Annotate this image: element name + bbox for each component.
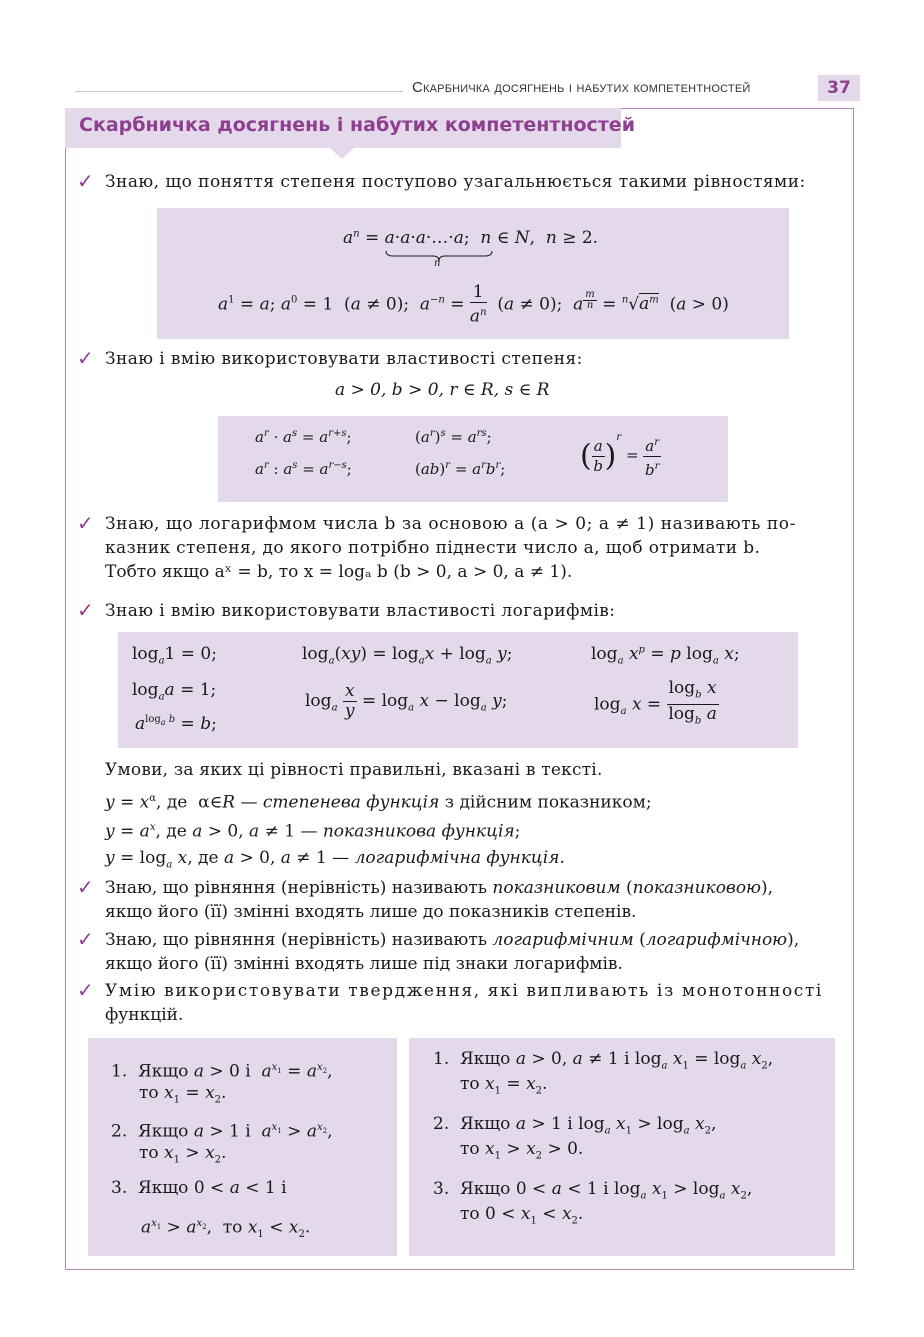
left-item-3: 3. Якщо 0 < a < 1 і	[111, 1178, 287, 1198]
prop-mul: $a^r \cdot a^s = a^{r+s}$;	[255, 428, 352, 446]
powers-props-intro: Знаю і вмію використовувати властивості степеня:	[105, 349, 583, 369]
left-item-1b: то $x_1 = x_2$.	[139, 1083, 227, 1106]
log-change-base: $\log_a x$ = $\frac{\log_b x}{\log_b a}$	[594, 678, 717, 727]
left-item-2: 2. Якщо a > 1 і $a^{x_1} > a^{x_2}$,	[111, 1121, 333, 1142]
prop-frac: ( $\frac{a}{b}$ )$^r$ = $\frac{a^r}{b^r}$	[580, 432, 660, 479]
log-power: $\log_a x^p = p$ $\log_a x$;	[591, 644, 740, 667]
left-item-2b: то $x_1 > x_2$.	[139, 1143, 227, 1166]
log-definition-line1: Знаю, що логарифмом числа b за основою a (a > 0; a ≠ 1) називають по-	[105, 514, 796, 534]
right-item-3: 3. Якщо 0 < a < 1 і $\log_a x_1 > \log_a x_2$,	[433, 1179, 753, 1202]
exp-eq-line1: Знаю, що рівняння (нерівність) називають показниковим (показниковою),	[105, 878, 774, 898]
right-item-2: 2. Якщо a > 1 і $\log_a x_1 > \log_a x_2$,	[433, 1114, 717, 1137]
section-title: Скарбничка досягнень і набутих компетентностей	[79, 114, 636, 136]
func-exp: $y = a^x$, де a > 0, a ≠ 1 — показникова функція;	[105, 821, 521, 842]
log-eq-line1: Знаю, що рівняння (нерівність) називають логарифмічним (логарифмічною),	[105, 930, 800, 950]
right-item-1: 1. Якщо a > 0, a ≠ 1 і $\log_a x_1 = \log_a x_2$,	[433, 1049, 774, 1072]
func-power: $y = x^\alpha$, де α∈R — степенева функція з дійсним показником;	[105, 792, 652, 813]
header-rule	[75, 91, 403, 92]
checkmark-icon: ✓	[77, 875, 94, 899]
running-title: Скарбничка досягнень і набутих компетентностей	[412, 79, 751, 96]
log-quotient: $\log_a$ $\frac{x}{y}$ = $\log_a x - \log_a y$;	[305, 681, 508, 721]
conditions-note: Умови, за яких ці рівності правильні, вказані в тексті.	[105, 760, 603, 780]
right-item-1b: то $x_1 = x_2$.	[460, 1074, 548, 1097]
left-item-1: 1. Якщо a > 0 і $a^{x_1} = a^{x_2}$,	[111, 1061, 333, 1082]
log-one: $\log_a1 = 0$;	[132, 644, 217, 667]
checkmark-icon: ✓	[77, 927, 94, 951]
prop-div: $a^r$ : $a^s = a^{r-s}$;	[255, 460, 352, 478]
powers-condition: a > 0, b > 0, r ∈ R, s ∈ R	[335, 380, 550, 400]
log-definition-line3: Тобто якщо aˣ = b, то x = logₐ b (b > 0, a > 0, a ≠ 1).	[105, 562, 573, 582]
page-number: 37	[818, 75, 860, 101]
checkmark-icon: ✓	[77, 169, 94, 193]
title-pointer	[330, 148, 354, 159]
exp-eq-line2: якщо його (її) змінні входять лише до показників степенів.	[105, 902, 637, 922]
monotonic-line2: функцій.	[105, 1005, 184, 1025]
power-definition-formula: $a^n$ = a·a·a·…·a; n ∈ N, n ≥ 2.	[343, 228, 599, 248]
left-item-3b: $a^{x_1} > a^{x_2}$, то $x_1 < x_2$.	[141, 1217, 311, 1241]
checkmark-icon: ✓	[77, 978, 94, 1002]
checkmark-icon: ✓	[77, 598, 94, 622]
powers-intro: Знаю, що поняття степеня поступово узагальнюється такими рівностями:	[105, 172, 806, 192]
brace-label: n	[434, 258, 441, 269]
checkmark-icon: ✓	[77, 346, 94, 370]
log-base-self: $\log_aa = 1$;	[132, 680, 217, 703]
power-special-cases: $a^1 = a$; $a^0 = 1$ (a ≠ 0); $a^{-n}$ = $\frac{1}{a^n}$ (a ≠ 0); a $^{\frac{m}{n}}$ = $^n√a^m$ (a > 0)	[218, 282, 729, 327]
checkmark-icon: ✓	[77, 511, 94, 535]
monotonic-line1: Умію використовувати твердження, які випливають із монотонності	[105, 981, 823, 1001]
log-eq-line2: якщо його (її) змінні входять лише під знаки логарифмів.	[105, 954, 623, 974]
right-item-3b: то $0 < x_1 < x_2$.	[460, 1204, 584, 1227]
func-log: $y = \log_a x$, де a > 0, a ≠ 1 — логарифмічна функція.	[105, 848, 565, 871]
log-props-intro: Знаю і вмію використовувати властивості логарифмів:	[105, 601, 616, 621]
log-identity: $a^{log_a b} = b$;	[135, 714, 217, 734]
log-product: $\log_a(xy) = \log_ax + \log_a y$;	[302, 644, 513, 667]
log-definition-line2: казник степеня, до якого потрібно піднести число a, щоб отримати b.	[105, 538, 761, 558]
prop-pow: $(a^r)^s = a^{rs}$;	[415, 428, 492, 446]
right-item-2b: то $x_1 > x_2 > 0$.	[460, 1139, 584, 1162]
prop-prod: $(ab)^r = a^rb^r$;	[415, 460, 506, 478]
